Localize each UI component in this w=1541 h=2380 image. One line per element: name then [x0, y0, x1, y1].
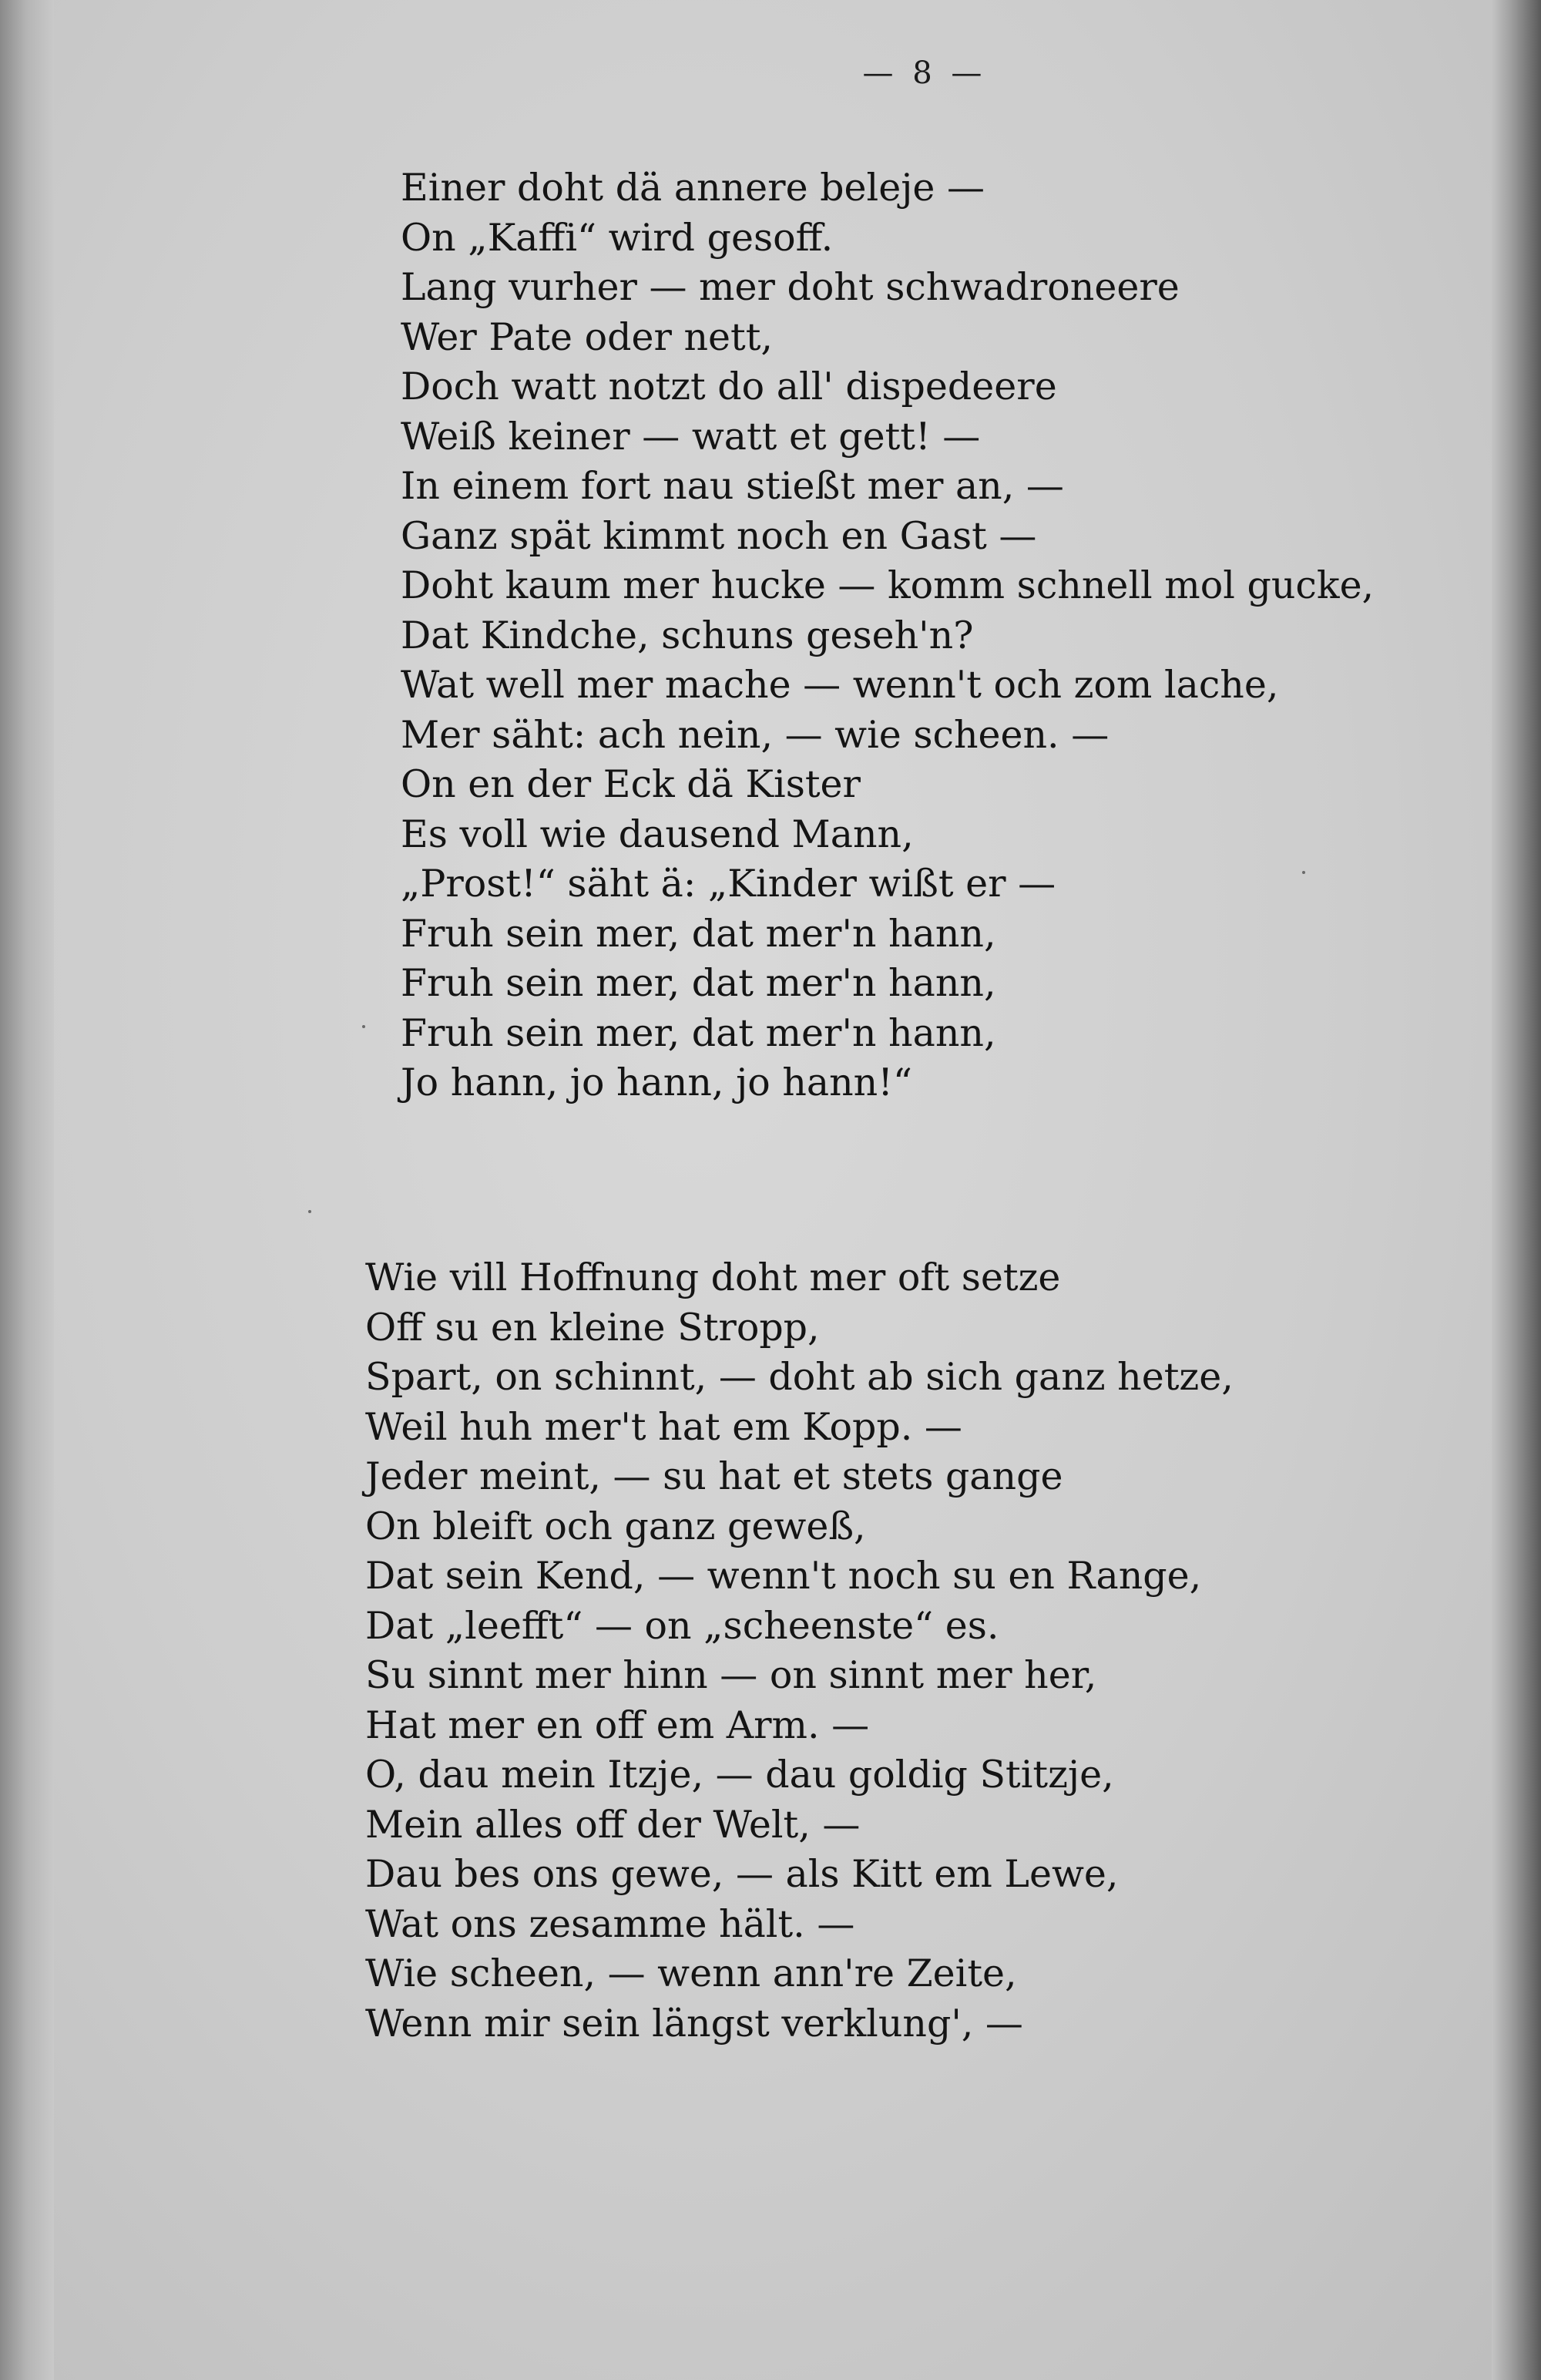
verse-line: Dat sein Kend, — wenn't noch su en Range,: [365, 1554, 1202, 1598]
verse-line: Weil huh mer't hat em Kopp. —: [365, 1404, 962, 1449]
right-page-fold: [1492, 0, 1541, 2380]
verse-line: Wer Pate oder nett,: [401, 314, 773, 359]
page-number: — 8 —: [862, 55, 987, 91]
verse-line: Dat Kindche, schuns geseh'n?: [401, 613, 974, 657]
verse-line: Su sinnt mer hinn — on sinnt mer her,: [365, 1653, 1097, 1697]
verse-line: Ganz spät kimmt noch en Gast —: [401, 513, 1037, 558]
verse-line: „Prost!“ säht ä: „Kinder wißt er —: [401, 862, 1056, 906]
verse-line: Jeder meint, — su hat et stets gange: [365, 1454, 1063, 1498]
verse-line: Dau bes ons gewe, — als Kitt em Lewe,: [365, 1852, 1119, 1896]
verse-line: Wenn mir sein längst verklung', —: [365, 2001, 1023, 2046]
verse-line: Fruh sein mer, dat mer'n hann,: [401, 961, 996, 1005]
verse-line: On „Kaffi“ wird gesoff.: [401, 215, 834, 260]
left-page-edge: [0, 0, 54, 2380]
verse-line: In einem fort nau stießt mer an, —: [401, 464, 1064, 508]
verse-line: Spart, on schinnt, — doht ab sich ganz hetze,: [365, 1355, 1234, 1399]
page-body: [54, 0, 1492, 2380]
paper-speck: [362, 1025, 365, 1028]
verse-line: Mer säht: ach nein, — wie scheen. —: [401, 712, 1110, 757]
paper-speck: [1302, 871, 1305, 874]
verse-line: Doht kaum mer hucke — komm schnell mol gucke,: [401, 563, 1375, 607]
paper-speck: [308, 1210, 311, 1213]
verse-line: Jo hann, jo hann, jo hann!“: [401, 1061, 912, 1104]
stanza-1: [401, 163, 1374, 1108]
verse-line: Fruh sein mer, dat mer'n hann,: [401, 911, 996, 956]
stanza-2: [365, 1253, 1234, 2049]
verse-line: On bleift och ganz geweß,: [365, 1504, 866, 1548]
verse-line: Wat well mer mache — wenn't och zom lache,: [401, 663, 1279, 707]
verse-line: Einer doht dä annere beleje —: [401, 166, 985, 210]
verse-line: Hat mer en off em Arm. —: [365, 1703, 870, 1747]
verse-line: Fruh sein mer, dat mer'n hann,: [401, 1010, 996, 1055]
verse-line: Wie scheen, — wenn ann're Zeite,: [365, 1951, 1017, 1995]
verse-line: Es voll wie dausend Mann,: [401, 812, 914, 856]
verse-line: Wat ons zesamme hält. —: [365, 1901, 855, 1946]
verse-line: Off su en kleine Stropp,: [365, 1305, 820, 1350]
verse-line: Mein alles off der Welt, —: [365, 1802, 861, 1847]
verse-line: Wie vill Hoffnung doht mer oft setze: [365, 1256, 1061, 1299]
verse-line: O, dau mein Itzje, — dau goldig Stitzje,: [365, 1753, 1114, 1797]
verse-line: Doch watt notzt do all' dispedeere: [401, 365, 1057, 408]
verse-line: On en der Eck dä Kister: [401, 762, 861, 806]
verse-line: Weiß keiner — watt et gett! —: [401, 414, 981, 459]
verse-line: Lang vurher — mer doht schwadroneere: [401, 265, 1180, 309]
verse-line: Dat „leefft“ — on „scheenste“ es.: [365, 1603, 999, 1648]
